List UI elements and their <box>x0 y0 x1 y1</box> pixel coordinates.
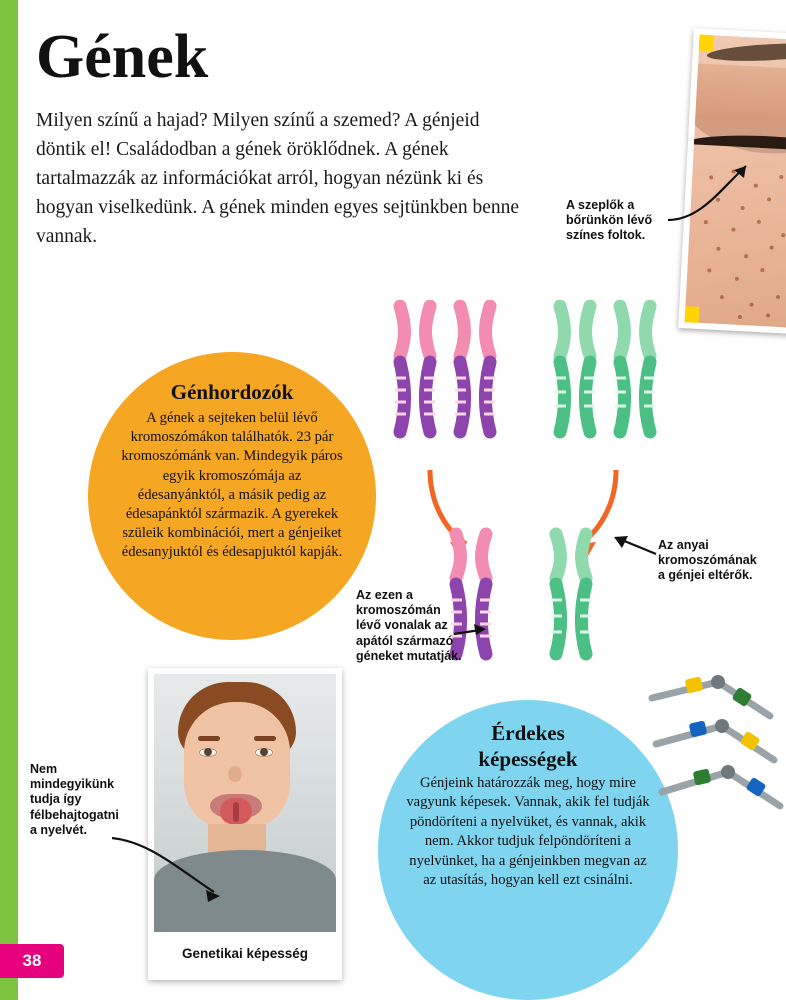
genhordozok-heading: Génhordozók <box>170 380 294 404</box>
freckles-caption: A szeplők a bőrünkön lévő színes foltok. <box>566 198 653 242</box>
erdekes-heading-line2: képességek <box>478 747 578 771</box>
chromosome-pink-1 <box>395 306 435 432</box>
left-pupil-shape <box>204 748 212 756</box>
right-eyebrow-shape <box>254 736 276 741</box>
chromosome-pink-2 <box>455 306 495 432</box>
paternal-caption-arrow <box>452 620 492 644</box>
chromosome-green-1 <box>555 306 595 432</box>
nose-shape <box>228 766 242 782</box>
chromosome-green-2 <box>615 306 655 432</box>
left-eyebrow-shape <box>198 736 220 741</box>
photo-corner-accent-bottom <box>678 306 699 329</box>
eyebrow-shape <box>707 41 786 64</box>
freckles-arrow <box>660 150 770 230</box>
photo-corner-accent-top <box>691 28 714 51</box>
rolled-tongue-shape <box>220 798 252 824</box>
paternal-chromosome-caption: Az ezen a kromoszómán lévő vonalak az apától származó géneket mutatják. <box>356 588 462 663</box>
erdekes-body: Génjeink határozzák meg, hogy mire vagyunk képesek. Vannak, akik fel tudják pöndöríteni a nyelvüket, és vannak, akik nem. Akkor tudjuk felpöndöríteni a nyelvünket, ha a génjeinkben megvan az az utasítás, hogyan kell ezt csinálni. <box>406 775 650 889</box>
page-spine-highlight <box>18 0 22 1000</box>
dna-model-illustration <box>648 672 786 832</box>
erdekes-heading-line1: Érdekes <box>491 721 565 745</box>
tongue-rolling-photo <box>148 668 342 980</box>
maternal-chromosome-caption: Az anyai kromoszómának a génjei eltérők. <box>658 538 757 583</box>
right-pupil-shape <box>260 748 268 756</box>
tongue-caption-arrow <box>110 830 230 910</box>
intro-paragraph: Milyen színű a hajad? Milyen színű a szemed? A génjeid döntik el! Családodban a gének öröklődnek. A gének tartalmazzák az információkat arról, hogyan nézünk ki és hogyan viselkedünk. A gének minden egyes sejtünkben benne vannak. <box>36 110 520 247</box>
erdekes-kepessegek-callout <box>378 700 678 1000</box>
tongue-caption: Nem mindegyikünk tudja így félbehajtogatni a nyelvét. <box>30 762 119 837</box>
page-spine <box>0 0 18 1000</box>
chromosome-green-bottom <box>551 534 591 654</box>
page-number: 38 <box>0 944 64 978</box>
genhordozok-callout <box>88 352 376 640</box>
photo-caption: Genetikai képesség <box>154 932 336 974</box>
genhordozok-body: A gének a sejteken belül lévő kromoszómákon találhatók. 23 pár kromoszómánk van. Mindegyik páros egyik kromoszómája az édesanyánktól, a másik pedig az édesapánktól származik. A gyerekek szüleik kombinációi, mert a génjeiket édesanyjuktól és édesapjuktól kapják. <box>121 410 343 561</box>
maternal-caption-arrow <box>608 530 660 562</box>
erdekes-heading <box>378 700 678 774</box>
page-title: Gének <box>36 23 209 91</box>
